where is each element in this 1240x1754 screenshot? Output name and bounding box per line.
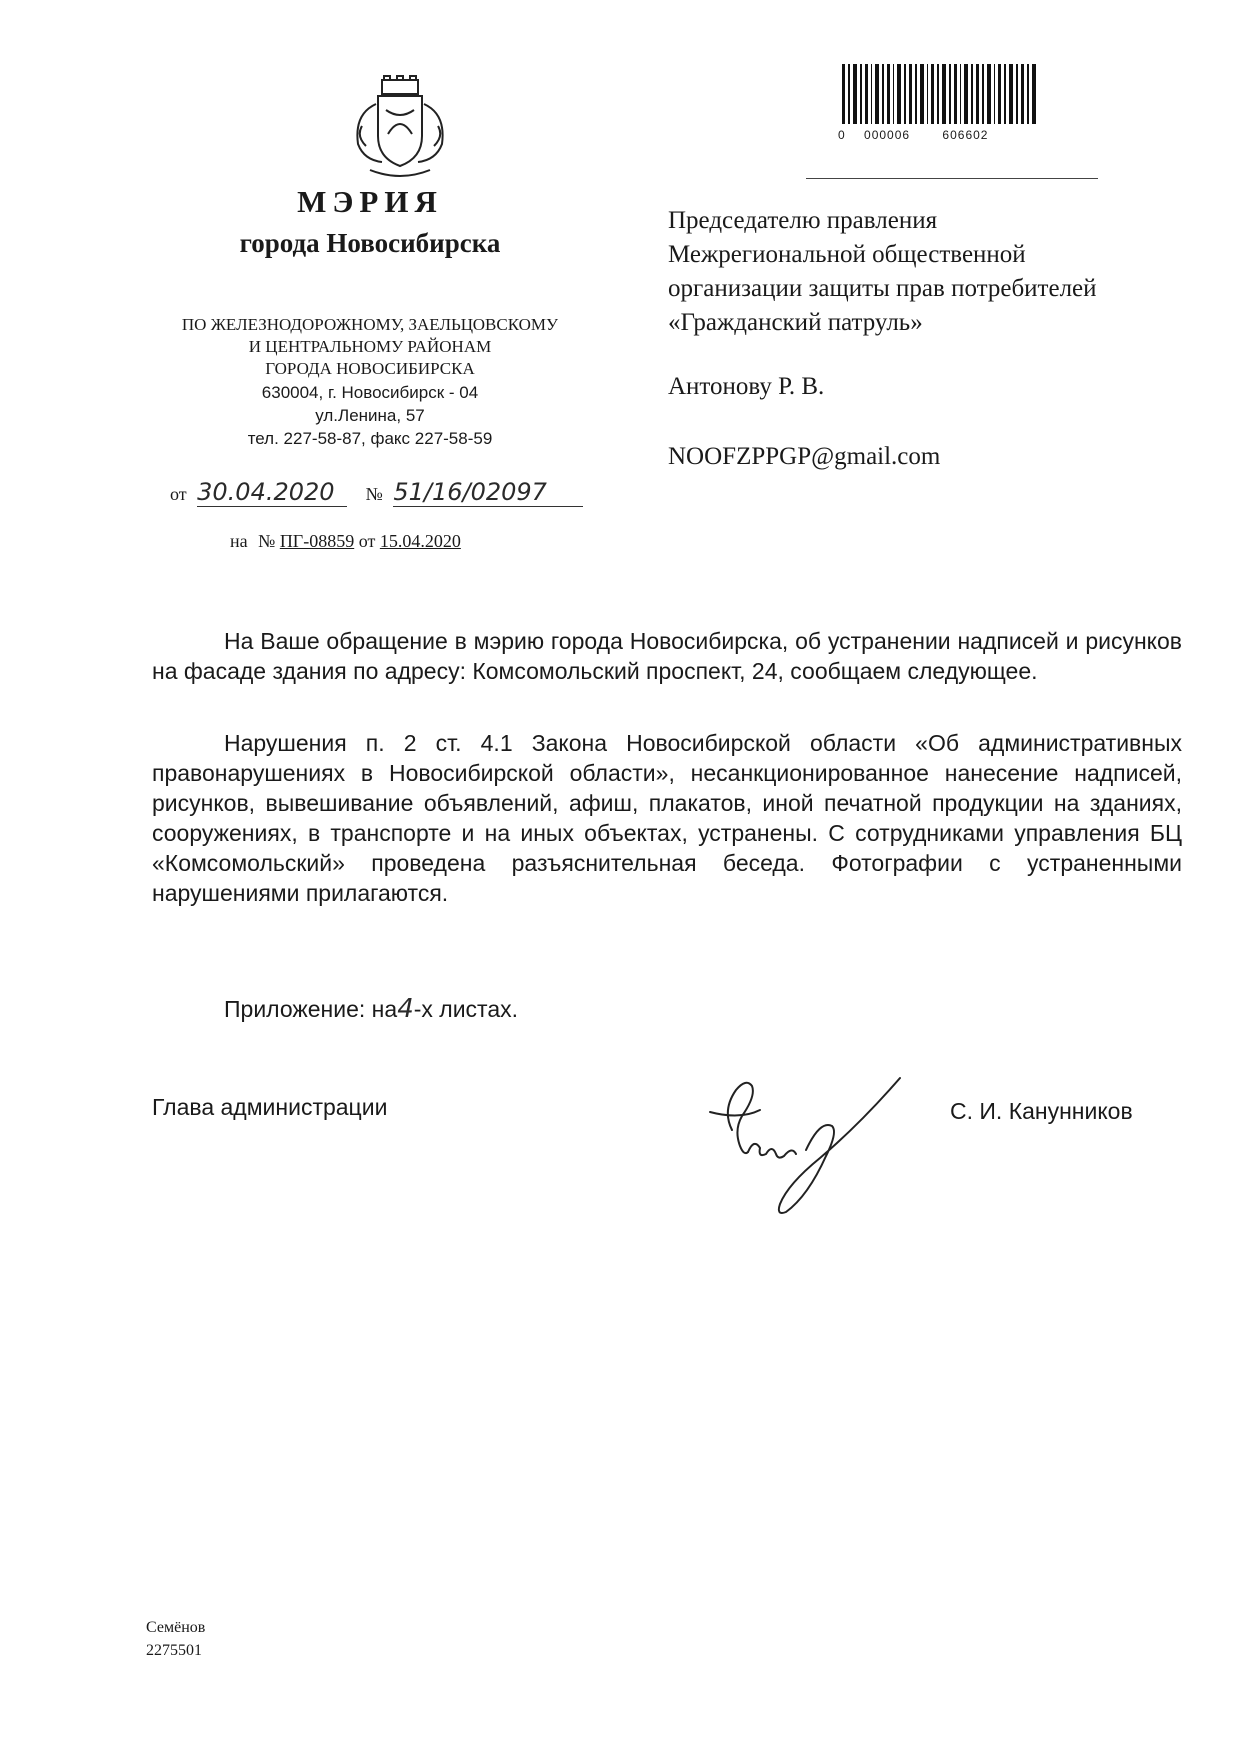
addressee-line-1: Председателю правления xyxy=(668,207,938,234)
addressee-line-4: «Гражданский патруль» xyxy=(668,309,923,336)
reference-prefix: на xyxy=(230,531,248,551)
coat-of-arms-icon xyxy=(340,74,460,184)
appendix-suffix: -х листах. xyxy=(413,996,519,1022)
signer-title: Глава администрации xyxy=(152,1094,388,1120)
appendix-line xyxy=(224,994,518,1024)
address-line-2: ул.Ленина, 57 xyxy=(315,406,425,425)
signature-image xyxy=(690,1060,930,1230)
address-line-3: тел. 227-58-87, факс 227-58-59 xyxy=(247,429,493,448)
reference-date: 15.04.2020 xyxy=(379,531,461,551)
executor-info xyxy=(146,1616,205,1662)
barcode-digits xyxy=(838,128,1048,142)
department-line-1: ПО ЖЕЛЕЗНОДОРОЖНОМУ, ЗАЕЛЬЦОВСКОМУ xyxy=(181,315,559,334)
signer-name: С. И. Канунников xyxy=(950,1098,1133,1124)
outgoing-date: 30.04.2020 xyxy=(197,478,335,506)
department-line-3: ГОРОДА НОВОСИБИРСКА xyxy=(265,359,475,378)
addressee-name: Антонову Р. В. xyxy=(668,373,825,400)
reference-date-prefix: от xyxy=(358,531,376,551)
org-city: города Новосибирска xyxy=(239,228,501,258)
outgoing-date-prefix: от xyxy=(170,484,187,504)
executor-name: Семёнов xyxy=(146,1619,206,1636)
reference-line xyxy=(230,531,630,552)
outgoing-number-prefix: № xyxy=(365,484,383,504)
barcode-digits-left: 0 xyxy=(838,128,846,142)
barcode-digits-mid: 000006 xyxy=(864,128,911,142)
addressee-line-2: Межрегиональной общественной xyxy=(668,241,1026,268)
outgoing-number: 51/16/02097 xyxy=(393,478,547,506)
addressee-email: NOOFZPPGP@gmail.com xyxy=(668,443,941,470)
outgoing-registration xyxy=(170,478,620,518)
body-paragraph-2: Нарушения п. 2 ст. 4.1 Закона Новосибирской области «Об административных правонарушениях в Новосибирской области», несанкционированное нанесение надписей, рисунков, вывешивание объявлений, афиш, плакатов, иной печатной продукции на зданиях, сооружениях, в транспорте и на иных объектах, устранены. С сотрудниками управления БЦ «Комсомольский» проведена разъяснительная беседа. Фотографии с устраненными нарушениями прилагаются. xyxy=(152,730,1182,906)
executor-phone: 2275501 xyxy=(146,1642,202,1659)
department-line-2: И ЦЕНТРАЛЬНОМУ РАЙОНАМ xyxy=(248,337,492,356)
reference-number: ПГ-08859 xyxy=(279,531,355,551)
addressee-line-3: организации защиты прав потребителей xyxy=(668,275,1097,302)
divider xyxy=(806,178,1098,179)
address-line-1: 630004, г. Новосибирск - 04 xyxy=(261,383,479,402)
appendix-count: 4 xyxy=(397,994,414,1024)
reference-number-sign: № xyxy=(258,531,276,551)
body-paragraph-1: На Ваше обращение в мэрию города Новосибирска, об устранении надписей и рисунков на фасаде здания по адресу: Комсомольский проспект, 24, сообщаем следующее. xyxy=(152,628,1182,684)
barcode-digits-right: 606602 xyxy=(942,128,989,142)
org-title: МЭРИЯ xyxy=(297,184,443,219)
barcode-icon xyxy=(840,64,1040,164)
appendix-prefix: Приложение: на xyxy=(224,996,398,1022)
